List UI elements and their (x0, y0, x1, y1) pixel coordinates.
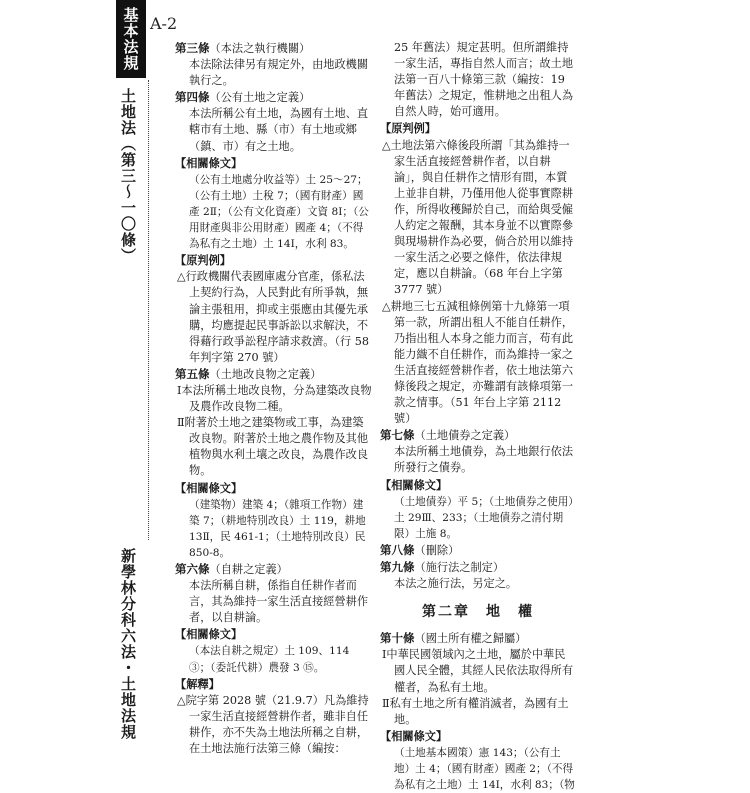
article-heading (380, 630, 576, 647)
article-text: 本法所稱自耕，係指自任耕作者而言，其為維持一家生活直接經營耕作者，以自耕論。 (189, 579, 369, 625)
running-book-title: 新學林分科六法・土地法規 (119, 548, 137, 740)
article-number: 第九條 (380, 560, 415, 574)
section-label: 【相關條文】 (380, 729, 448, 743)
article-number: 第十條 (380, 631, 415, 646)
paragraph: △耕地三七五減租條例第十九條第一項第一款，所謂出租人不能自任耕作，乃指出租人本身之能力而言，苟有此能力織不自任耕作，而為維持一家之生活直接經營耕作者，依土地法第六條後段之規定，亦難謂有該條項第一款之情事。（51 年台上字第 2112 號） (382, 299, 574, 426)
article-text: 本法所稱公有土地，為國有土地、直轄市有土地、縣（市）有土地或鄉（鎮、市）有之土地。 (189, 107, 369, 153)
related-articles: （建築物）建築 4；（雜項工作物）建築 7；（耕地特別改良）土 119，耕地 13Ⅱ，民 461-1；（土地特別改良）民 850-8。 (189, 498, 366, 559)
related-articles: （本法自耕之規定）土 109、114 ③；（委託代耕）農發 3 ⑮。 (189, 645, 350, 674)
article-text: 本法所稱土地債券，為土地銀行依法所發行之債券。 (394, 445, 574, 475)
article-title: （本法之執行機關） (209, 42, 311, 55)
section-label: 【原判例】 (175, 254, 231, 268)
paragraph: Ⅱ附著於土地之建築物或工事，為建築改良物。附著於土地之農作物及其他植物與水利土壤之改良，為農作改良物。 (177, 416, 369, 478)
section-label: 【解釋】 (175, 677, 220, 691)
paragraph: Ⅰ本法所稱土地改良物，分為建築改良物及農作改良物二種。 (177, 383, 372, 414)
paragraph: Ⅱ私有土地之所有權消滅者，為國有土地。 (382, 696, 569, 726)
article-heading (380, 542, 576, 559)
article-number: 第六條 (175, 562, 210, 576)
article-number: 第五條 (175, 366, 210, 381)
article-heading (380, 559, 576, 576)
section-label: 【相關條文】 (175, 628, 243, 642)
right-column (380, 40, 576, 793)
related-articles: （土地基本國策）憲 143；（公有土地）土 4；（國有財產）國產 2；（不得為私有之土地）土 14Ⅰ，水利 83；（物 (394, 746, 575, 792)
page-number: A-2 (150, 14, 178, 33)
article-number: 第七條 (380, 428, 415, 443)
article-heading (175, 366, 373, 383)
related-articles: （公有土地處分收益等）土 25〜27；（公有土地）土稅 7；（國有財產）國產 2Ⅱ；（公有文化資產）文資 8Ⅰ；（公用財產與非公用財產）國產 4；（不得為私有之土地）土 14Ⅰ，水利 83。 (189, 173, 369, 251)
related-articles: （土地債券）平 5；（土地債券之使用）土 29Ⅲ、233；（土地債券之清付期限）土施 8。 (394, 495, 574, 540)
paragraph: △院字第 2028 號（21.9.7）凡為維持一家生活直接經營耕作者，雖非自任耕作，亦不失為土地法所稱之自耕，在土地法施行法第三條（編按： (177, 693, 369, 756)
article-title: （自耕之定義） (209, 563, 288, 576)
article-heading (380, 427, 576, 444)
article-number: 第四條 (175, 90, 210, 105)
article-title: （土地改良物之定義） (209, 367, 322, 381)
article-text: 本法之施行法，另定之。 (394, 577, 518, 591)
article-number: 第三條 (175, 41, 210, 55)
margin-divider (148, 80, 149, 540)
paragraph: Ⅰ中華民國領域內之土地，屬於中華民國人民全體，其經人民依法取得所有權者，為私有土地。 (382, 648, 574, 694)
paragraph: △行政機關代表國庫處分官產，係私法上契約行為，人民對此有所爭執，無論主張租用，抑或主張應由其優先承購，均應提起民事訴訟以求解決，不得藉行政爭訟程序請求救濟。（行 58 年判字第 270 號） (177, 270, 370, 364)
running-law-title: 土地法（第三〜一〇條） (119, 88, 137, 264)
article-heading (175, 561, 373, 578)
article-title: （國土所有權之歸屬） (414, 632, 527, 646)
article-title: （土地債券之定義） (414, 429, 516, 443)
chapter-heading: 第二章 地 權 (422, 604, 534, 621)
paragraph: △土地法第六條後段所謂「其為維持一家生活直接經營耕作者，以自耕論」，與自任耕作之情形有間，本質上並非自耕，乃僅用他人從事實際耕作，所得收穫歸於自己，而給與受僱人約定之報酬，其本身並不以實際參與現場耕作為必要，倘合於用以維持一家生活之必要之條件，依法律規定，應以自耕論。（68 年台上字第 3777 號） (382, 138, 574, 297)
section-label: 【相關條文】 (175, 156, 243, 170)
article-title: （刪除） (414, 543, 460, 557)
article-text: 本法除法律另有規定外，由地政機關執行之。 (189, 58, 369, 88)
article-title: （公有土地之定義） (209, 91, 311, 105)
article-text: 25 年舊法）規定甚明。但所謂維持一家生活，專指自然人而言；故土地法第一百八十條第三款（編按：19 年舊法）之規定，惟耕地之出租人為自然人時，始可適用。 (394, 41, 574, 119)
article-heading (175, 40, 373, 57)
article-heading (175, 89, 373, 106)
left-column (175, 40, 373, 757)
article-title: （施行法之制定） (414, 561, 505, 574)
article-number: 第八條 (380, 542, 415, 557)
section-label: 【相關條文】 (175, 481, 243, 495)
section-tab: 基本法規 (116, 0, 146, 78)
section-label: 【原判例】 (380, 122, 436, 136)
section-label: 【相關條文】 (380, 478, 448, 492)
